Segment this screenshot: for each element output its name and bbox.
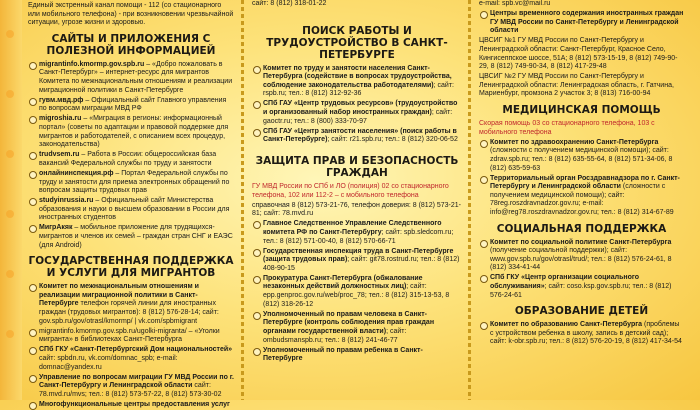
list-item bbox=[479, 10, 684, 36]
item-details: ; сайт: git78.rostrud.ru; тел.: 8 (812) 408-90-15 bbox=[263, 256, 460, 272]
item-details: ; сайт: coso.ksp.gov.spb.ru; тел.: 8 (812) 576-24-61 bbox=[490, 283, 672, 299]
list-item bbox=[28, 170, 234, 196]
column-right bbox=[479, 0, 684, 400]
list-item bbox=[252, 275, 462, 309]
column-left bbox=[28, 0, 234, 408]
item-details: телефон горячей линии для иностранных граждан (трудовых мигрантов): 8 (812) 576-28-14; сайт: gov.spb.ru/gov/otrasl/kmormp/ | vk.com/spbmigrant bbox=[39, 300, 219, 325]
list-item bbox=[479, 321, 684, 347]
list-item bbox=[28, 115, 234, 149]
column-divider bbox=[241, 0, 244, 400]
heading-sites: САЙТЫ И ПРИЛОЖЕНИЯ С ПОЛЕЗНОЙ ИНФОРМАЦИЕЙ bbox=[46, 32, 216, 57]
item-details: ; сайт: rspb.ru; тел.: 8 (812) 312-92-36 bbox=[263, 81, 454, 98]
heading-rights: ЗАЩИТА ПРАВ И БЕЗОПАСНОСТЬ ГРАЖДАН bbox=[255, 154, 459, 179]
left-decorative-band bbox=[0, 0, 22, 400]
list-item bbox=[28, 224, 234, 250]
item-title: migroshia.ru bbox=[39, 115, 82, 123]
item-title: Управление по вопросам миграции ГУ МВД России по г. Санкт-Петербургу и Ленинградской области bbox=[39, 373, 234, 390]
item-details: – «Добро пожаловать в Санкт-Петербург» – интернет-ресурс для мигрантов Комитета по межнациональным отношениям и реализации миграционной политики в Санкт-Петербурге bbox=[39, 60, 233, 94]
email-line: e-mail: spb.vc@mail.ru bbox=[479, 0, 551, 7]
list-item bbox=[479, 139, 684, 173]
item-details: – мобильное приложение для трудящихся-мигрантов и членов их семей – граждан стран СНГ и ЕАЭС (для Android) bbox=[39, 224, 233, 249]
item-details: – «Миграция в регионы: информационный портал» (советы по адаптации и правовой поддержке для мигрантов и работодателей, с описанием всех процедур, законодательства) bbox=[39, 115, 229, 149]
list-item bbox=[479, 175, 684, 218]
list-item bbox=[28, 346, 234, 372]
list-item bbox=[28, 61, 234, 95]
police-info: ГУ МВД России по СПб и ЛО (полиция) 02 со стационарного телефона, 102 или 112-2 – с мобильного телефона bbox=[252, 182, 449, 199]
list-item bbox=[28, 197, 234, 223]
item-details: ; сайт: ombudsmanspb.ru; тел.: 8 (812) 241-46-77 bbox=[263, 327, 407, 344]
column-middle bbox=[252, 0, 462, 400]
list-item bbox=[28, 97, 234, 114]
item-title: СПб ГАУ «Центр трудовых ресурсов» (трудоустройство и организованный набор иностранных граждан) bbox=[263, 100, 458, 117]
list-item bbox=[28, 283, 234, 326]
police-phones: справочная 8 (812) 573-21-76, телефон доверия: 8 (812) 573-21-81; сайт: 78.mvd.ru bbox=[252, 201, 461, 218]
list-item bbox=[252, 65, 462, 99]
list-item bbox=[252, 220, 462, 246]
list-item bbox=[252, 100, 462, 126]
item-title: Комитет по труду и занятости населения Санкт-Петербурга (содействие в вопросах трудоустройства, соблюдение законодательства работодателями) bbox=[263, 64, 452, 89]
item-title: Комитет по межнациональным отношениям и реализации миграционной политики в Санкт-Петербурге bbox=[39, 283, 199, 308]
item-title: онлайнинспекция.рф bbox=[39, 169, 114, 177]
item-details: ; сайт: gaoctr.ru; тел.: 8 (800) 333-70-97 bbox=[263, 109, 453, 125]
item-title: Государственная инспекция труда в Санкт-Петербурге (защита трудовых прав) bbox=[263, 247, 454, 264]
item-details: – Официальный сайт Министерства образования и науки о высшем образовании в России для иностранных студентов bbox=[39, 197, 230, 222]
list-item bbox=[252, 248, 462, 274]
item-details: – Портал Федеральной службы по труду и занятости для приема электронных обращений по вопросам защиты трудовых прав bbox=[39, 169, 230, 195]
list-item bbox=[28, 151, 234, 168]
item-details: ; сайт: epp.genproc.gov.ru/web/proc_78; тел.: 8 (812) 315-13-53, 8 (812) 318-26-12 bbox=[263, 283, 450, 308]
item-details: (проблемы с устройством ребенка в школу, запись в детский сад); сайт: k-obr.spb.ru; тел.: 8 (812) 576-20-19, 8 (812) 417-34-54 bbox=[490, 321, 682, 346]
heading-social: СОЦИАЛЬНАЯ ПОДДЕРЖКА bbox=[496, 222, 667, 235]
heading-education: ОБРАЗОВАНИЕ ДЕТЕЙ bbox=[514, 305, 649, 318]
list-item bbox=[252, 128, 462, 145]
item-title: Комитет по социальной политике Санкт-Петербурга bbox=[490, 238, 672, 246]
item-title: Главное Следственное Управление Следственного комитета РФ по Санкт-Петербургу bbox=[263, 220, 442, 236]
item-details: (сложности с получением медицинской помощи); сайт: zdrav.spb.ru; тел.: 8 (812) 635-55-64, 8 (812) 571-34-06, 8 (812) 635-59-63 bbox=[490, 147, 673, 172]
list-item bbox=[28, 328, 234, 345]
item-title: Многофункциональные центры предоставления услуг bbox=[39, 400, 230, 408]
item-details: – Работа в России: общероссийская база вакансий Федеральной службы по труду и занятости bbox=[39, 151, 217, 167]
detention-centers: Центры временного содержания иностранных граждан ГУ МВД России по Санкт-Петербургу и Ленинградской области bbox=[490, 10, 684, 35]
item-title: Уполномоченный по правам ребенка в Санкт-Петербурге bbox=[263, 346, 423, 363]
item-title: studyinrussia.ru bbox=[39, 197, 94, 205]
item-title: МигрАкяк bbox=[39, 224, 73, 232]
emergency-note: Единый экстренный канал помощи - 112 (со стационарного или мобильного телефона) - при возникновении чрезвычайной ситуации, угрозе жизни и здоровью. bbox=[28, 2, 234, 27]
item-title: СПб ГКУ «Санкт-Петербургский Дом национальностей» bbox=[39, 346, 233, 354]
center-1: ЦВСИГ №1 ГУ МВД России по Санкт-Петербургу и Ленинградской области: Санкт-Петербург, Красное Село, Кингисеппское шоссе, 51А; 8 (812) 573-15-19, 8 (812) 749-90-29, 8 (812) 749-90-34, 8 (812) 417-29-48 bbox=[479, 37, 678, 71]
item-details: – Официальный сайт Главного управления по вопросам миграции МВД РФ bbox=[39, 96, 227, 113]
item-details: migrantinfo.kmormp.gov.spb.ru/ugolki-migranta/ – «Уголки мигранта» в библиотеках Санкт-Петербурга bbox=[39, 327, 220, 344]
list-item bbox=[479, 239, 684, 273]
item-details: ; сайт: spb.sledcom.ru; тел.: 8 (812) 571-00-40, 8 (812) 570-66-71 bbox=[263, 228, 454, 245]
item-title: Территориальный орган Росздравнадзора по г. Санкт-Петербургу и Ленинградской области bbox=[490, 174, 680, 191]
ambulance-info: Скорая помощь 03 со стационарного телефона, 103 с мобильного телефона bbox=[479, 120, 655, 136]
item-title: Уполномоченный по правам человека в Санкт-Петербурге (контроль соблюдения прав граждан органами государственной власти) bbox=[263, 310, 435, 335]
item-title: Комитет по образованию Санкт-Петербурга bbox=[490, 321, 643, 329]
item-title: trudvsem.ru bbox=[39, 151, 80, 159]
list-item bbox=[252, 347, 462, 364]
list-item bbox=[28, 401, 234, 410]
item-details: сайт: spbdn.ru, vk.com/domnac_spb; e-mail: domnac@yandex.ru bbox=[39, 355, 178, 371]
item-title: Комитет по здравоохранению Санкт-Петербурга bbox=[490, 138, 659, 146]
item-details: (сложности с получением медицинской помощи); сайт: 78reg.roszdravnadzor.gov.ru; e-mail: info@reg78.roszdravnadzor.gov.ru; тел.: 8 (812) 314-67-89 bbox=[490, 183, 674, 216]
center-2: ЦВСИГ №2 ГУ МВД России по Санкт-Петербургу и Ленинградской области: Ленинградская область, г. Гатчина, Мариенбург, промзона 2 участок 3; 8 (813) 716-00-94 bbox=[479, 73, 674, 98]
heading-support: ГОСУДАРСТВЕННАЯ ПОДДЕРЖКА И УСЛУГИ ДЛЯ МИГРАНТОВ bbox=[28, 255, 234, 280]
list-item bbox=[252, 311, 462, 345]
column-divider bbox=[468, 0, 471, 400]
item-title: Прокуратура Санкт-Петербурга (обжалование незаконных действий должностных лиц) bbox=[263, 274, 423, 291]
item-details: сайт: 78.mvd.ru/mvs; тел.: 8 (812) 573-57-22, 8 (812) 573-30-02 bbox=[39, 382, 222, 398]
item-title: migrantinfo.kmormp.gov.spb.ru bbox=[39, 60, 145, 68]
item-title: СПб ГКУ «Центр организации социального обслуживания» bbox=[490, 274, 639, 291]
item-title: СПб ГАУ «Центр занятости населения» (поиск работы в Санкт-Петербурге) bbox=[263, 127, 457, 144]
heading-medical: МЕДИЦИНСКАЯ ПОМОЩЬ bbox=[502, 104, 661, 117]
list-item bbox=[28, 374, 234, 400]
item-details: ; сайт: r21.spb.ru; тел.: 8 (812) 320-06-52 bbox=[327, 136, 458, 144]
item-details: (получение социальной поддержки); сайт: www.gov.spb.ru/gov/otrasl/trud/; тел.: 8 (812) 576-24-61, 8 (812) 334-41-44 bbox=[490, 247, 672, 272]
item-title: гувм.мвд.рф bbox=[39, 96, 84, 104]
heading-jobs: ПОИСК РАБОТЫ И ТРУДОУСТРОЙСТВО В САНКТ-ПЕТЕРБУРГЕ bbox=[266, 24, 448, 61]
list-item bbox=[479, 274, 684, 300]
top-contact: сайт: 8 (812) 318-01-22 bbox=[252, 0, 327, 7]
